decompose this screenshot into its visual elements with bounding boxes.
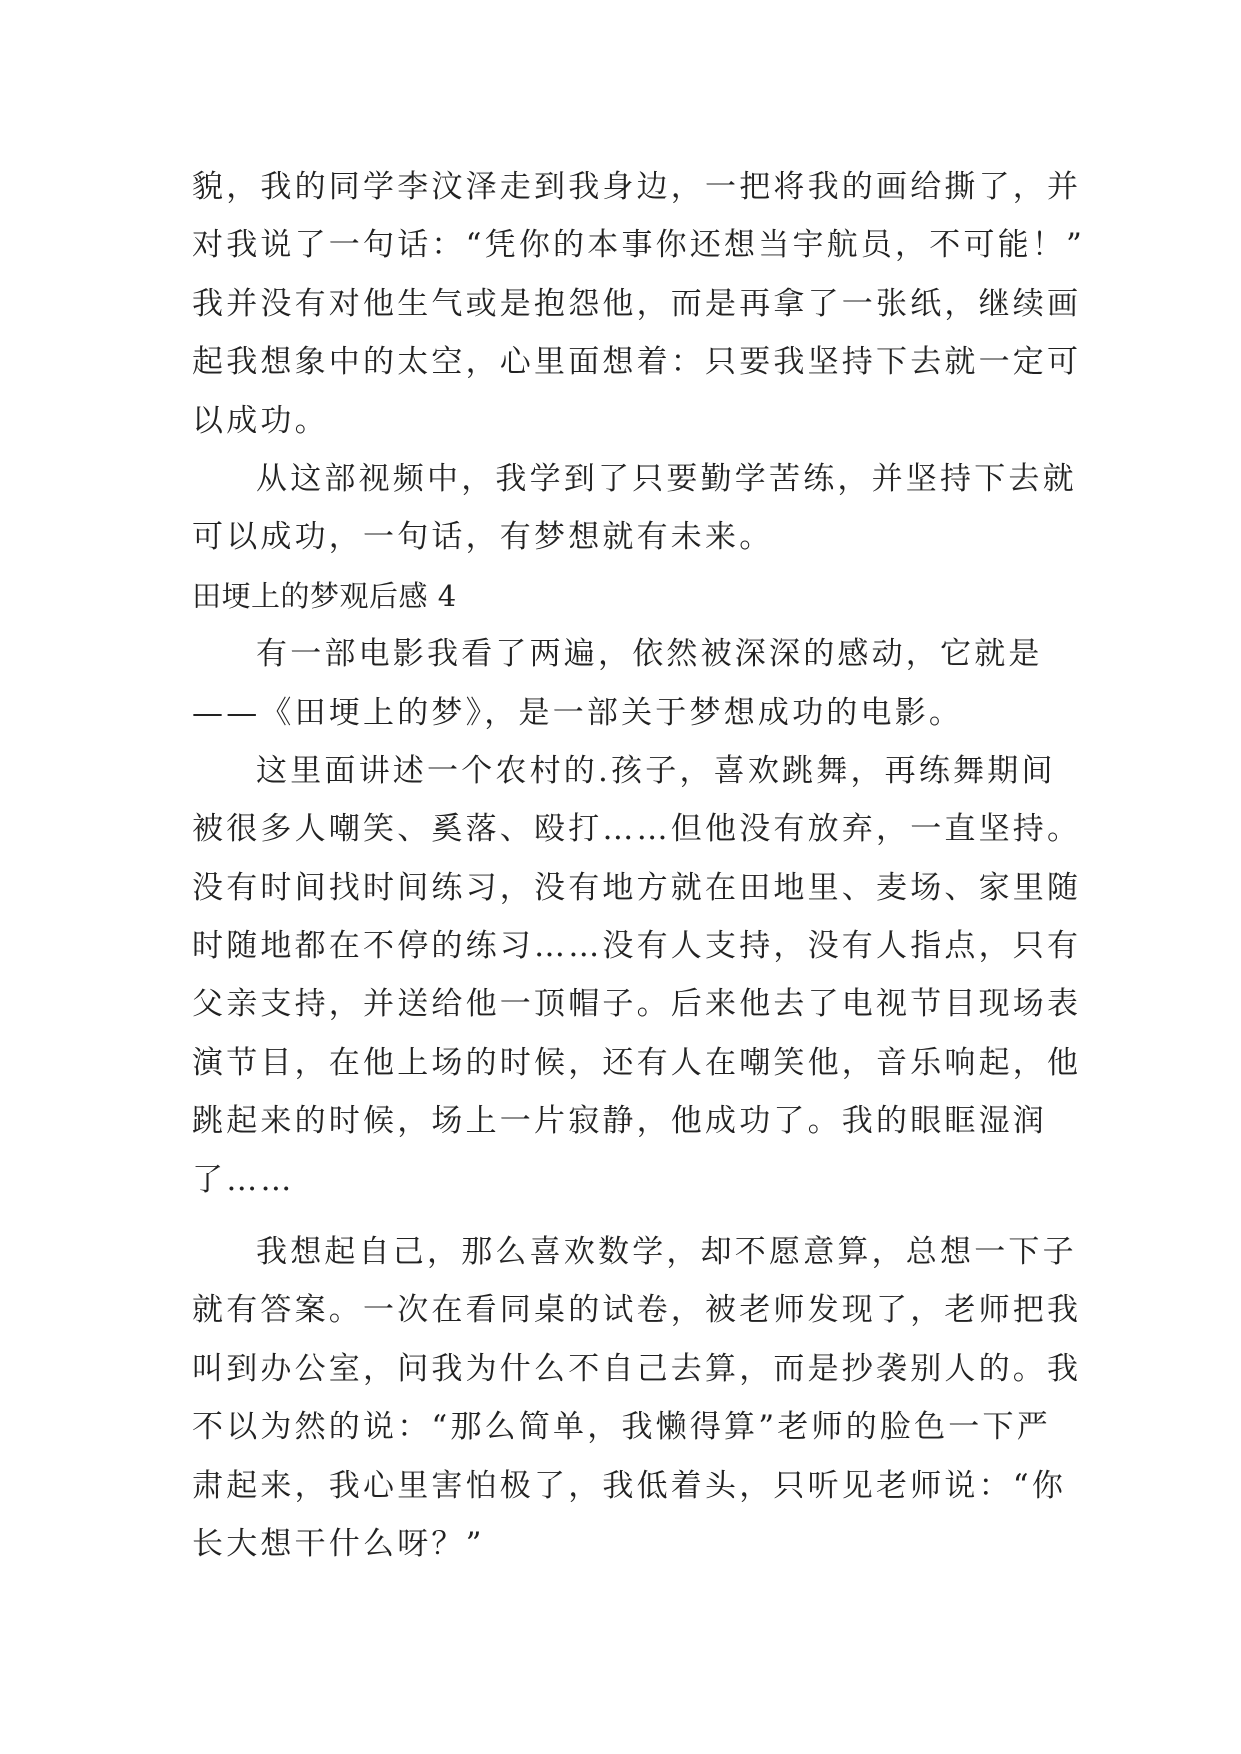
text-line: ——《田埂上的梦》，是一部关于梦想成功的电影。 — [192, 694, 964, 731]
text-line: 从这部视频中，我学到了只要勤学苦练，并坚持下去就 — [256, 460, 1077, 497]
text-line: 以成功。 — [192, 402, 329, 439]
text-line: 有一部电影我看了两遍，依然被深深的感动，它就是 — [256, 636, 1043, 673]
text-line: 我并没有对他生气或是抱怨他，而是再拿了一张纸，继续画 — [192, 285, 1082, 322]
paragraph — [192, 450, 1077, 567]
text-line: 可以成功，一句话，有梦想就有未来。 — [192, 519, 774, 556]
text-line: 不以为然的说：“那么简单，我懒得算”老师的脸色一下严 — [192, 1409, 1051, 1446]
text-line: 貌，我的同学李汶泽走到我身边，一把将我的画给撕了，并 — [192, 169, 1082, 205]
text-line: 我想起自己，那么喜欢数学，却不愿意算，总想一下子 — [256, 1234, 1077, 1271]
text-line: 父亲支持，并送给他一顶帽子。后来他去了电视节目现场表 — [192, 986, 1082, 1023]
paragraph — [192, 1223, 1082, 1573]
text-line: 起我想象中的太空，心里面想着：只要我坚持下去就一定可 — [192, 344, 1082, 381]
text-line: 没有时间找时间练习，没有地方就在田地里、麦场、家里随 — [192, 869, 1082, 906]
text-line: 就有答案。一次在看同桌的试卷，被老师发现了，老师把我 — [192, 1292, 1082, 1329]
text-line: 对我说了一句话：“凭你的本事你还想当宇航员，不可能！” — [192, 227, 1086, 264]
text-line: 演节目，在他上场的时候，还有人在嘲笑他，音乐响起，他 — [192, 1044, 1082, 1081]
text-line: 被很多人嘲笑、奚落、殴打……但他没有放弃，一直坚持。 — [192, 811, 1082, 848]
text-line: 这里面讲述一个农村的.孩子，喜欢跳舞，再练舞期间 — [256, 752, 1056, 789]
document-body — [192, 158, 1086, 1573]
text-line: 长大想干什么呀？” — [192, 1525, 485, 1562]
text-line: 肃起来，我心里害怕极了，我低着头，只听见老师说：“你 — [192, 1467, 1067, 1504]
text-line: 时随地都在不停的练习……没有人支持，没有人指点，只有 — [192, 928, 1082, 965]
paragraph — [192, 742, 1082, 1209]
text-line: 叫到办公室，问我为什么不自己去算，而是抄袭别人的。我 — [192, 1350, 1082, 1387]
section-heading: 田埂上的梦观后感 4 — [192, 578, 457, 613]
paragraph-spacer — [192, 1209, 1052, 1223]
paragraph — [192, 158, 1086, 450]
text-line: 跳起来的时候，场上一片寂静，他成功了。我的眼眶湿润 — [192, 1103, 1047, 1140]
text-line: 了…… — [192, 1161, 295, 1198]
paragraph — [192, 625, 1052, 742]
